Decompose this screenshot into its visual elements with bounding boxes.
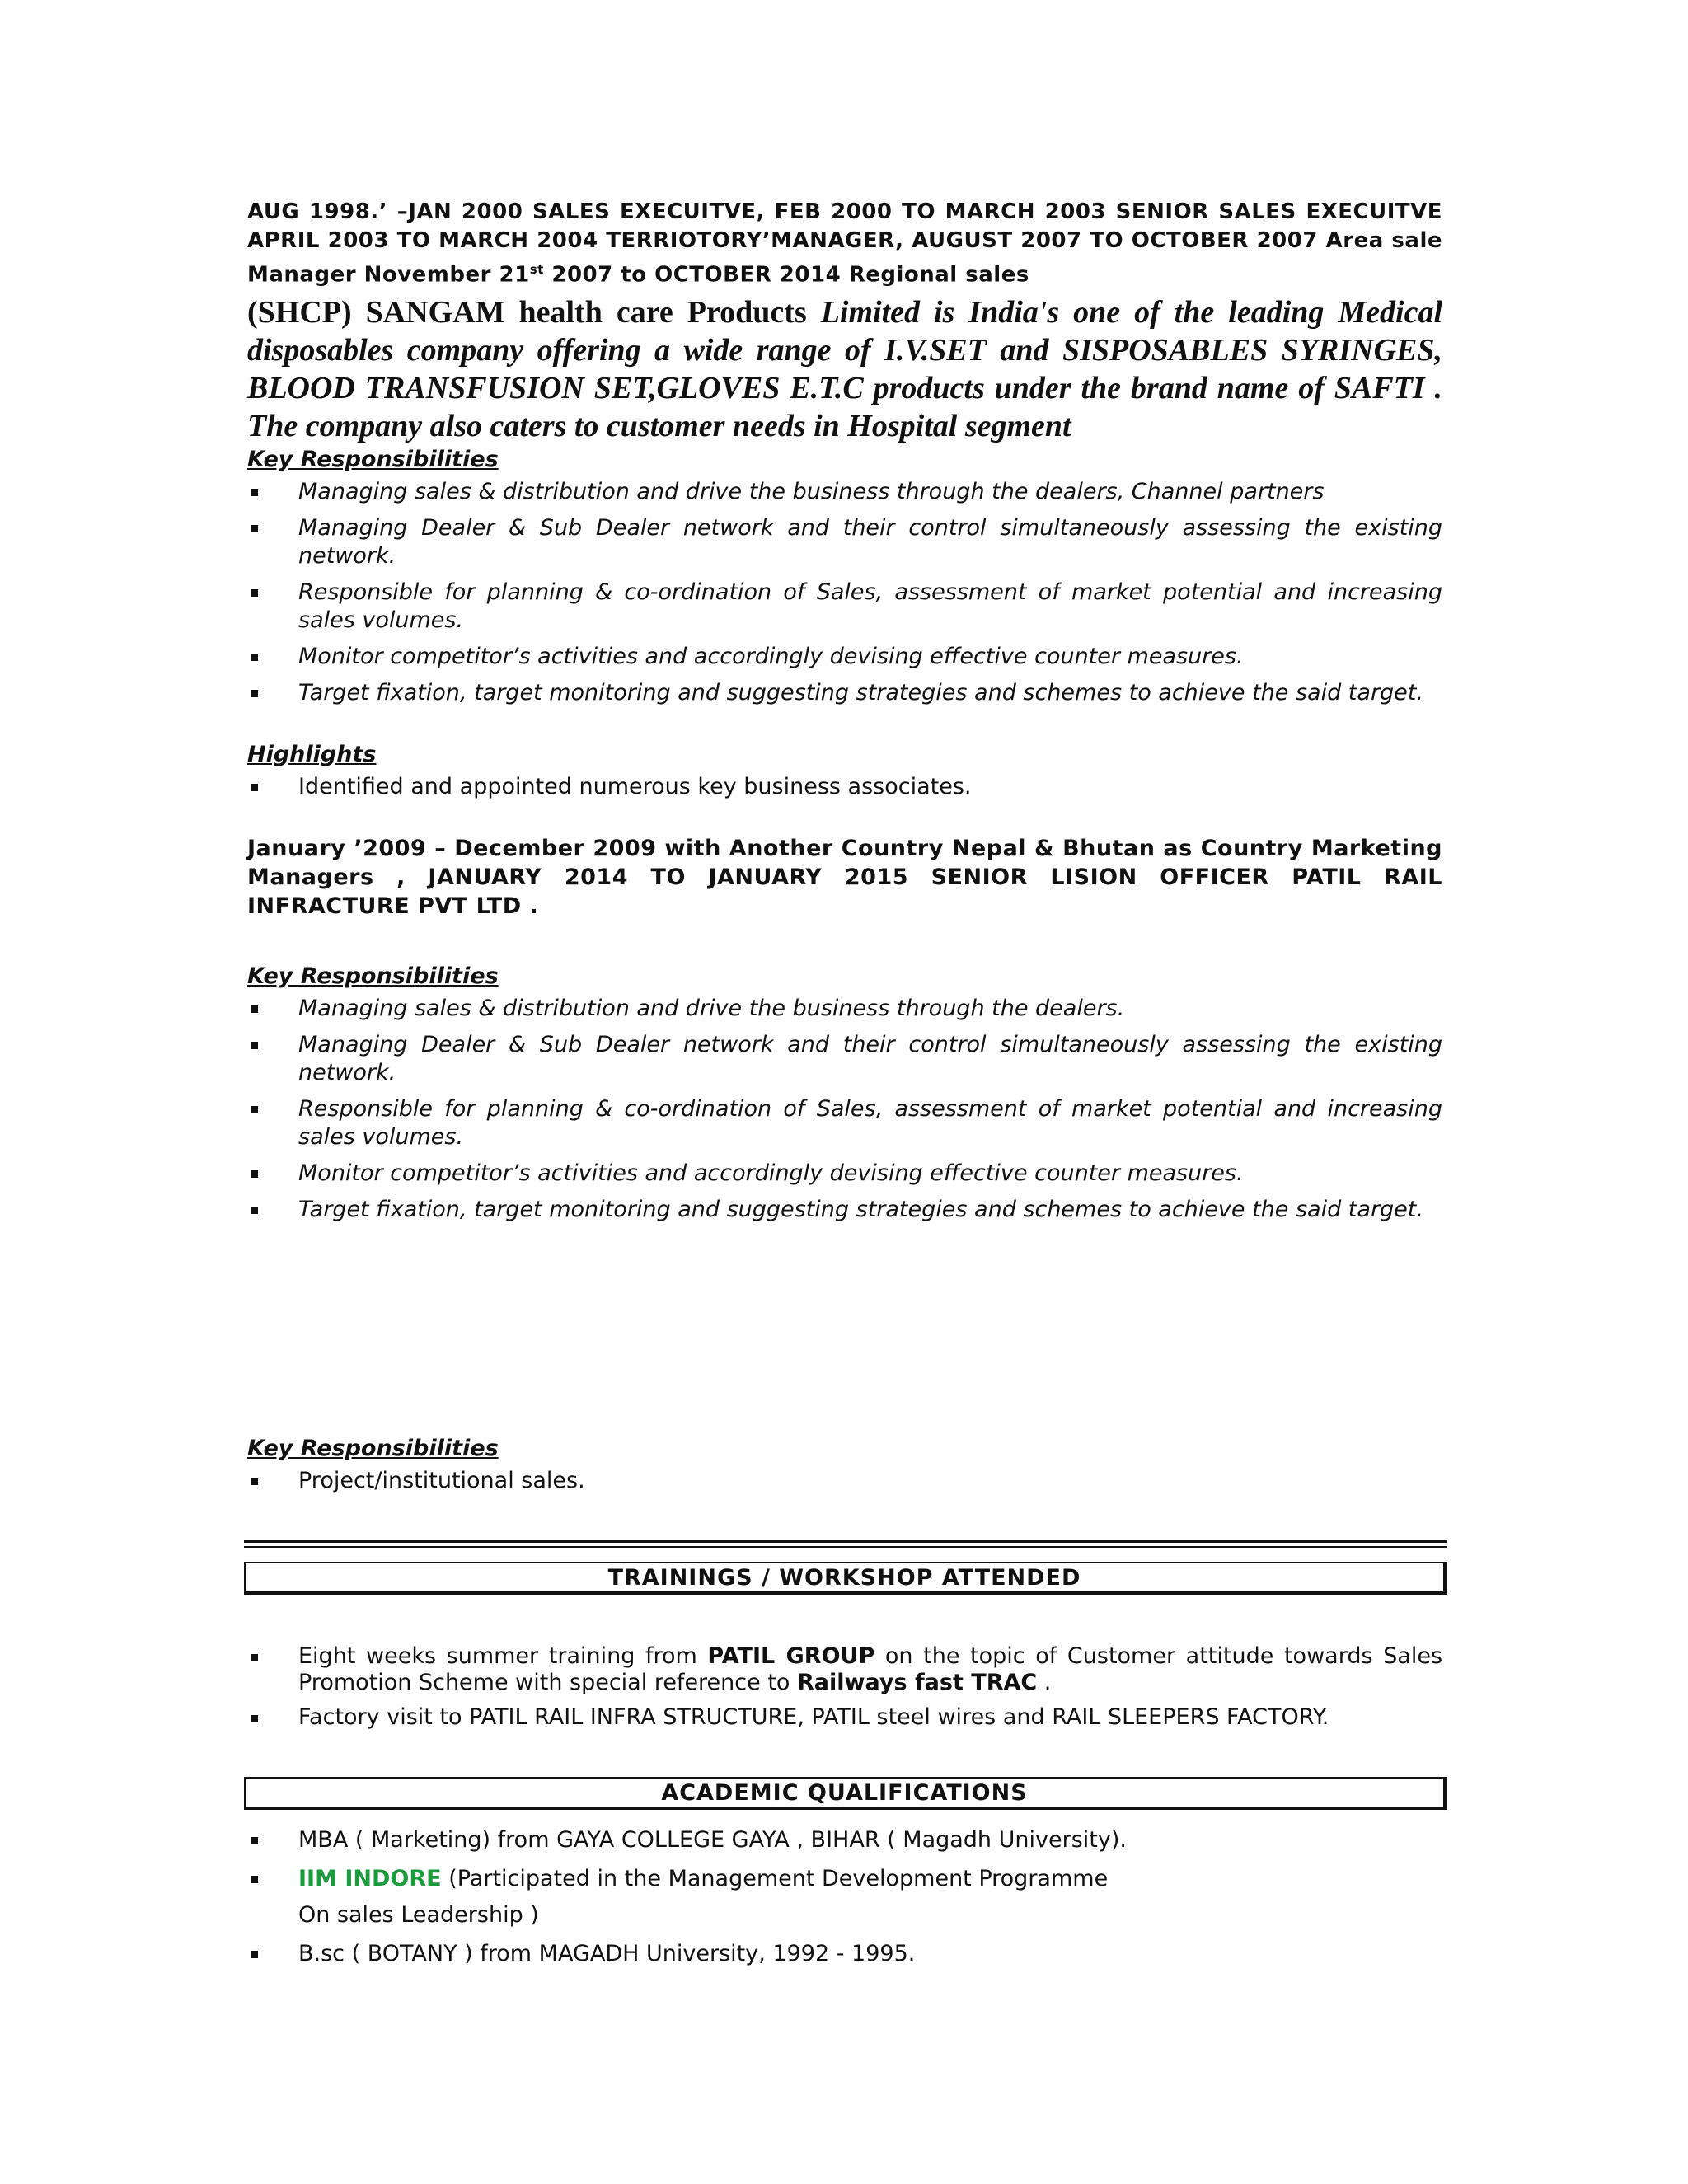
list-item <box>247 1467 1442 1495</box>
bullet-icon <box>251 1005 258 1013</box>
list-item <box>247 514 1442 570</box>
bullet-icon <box>251 1876 258 1883</box>
bullet-icon <box>251 784 258 791</box>
org-name: PATIL GROUP <box>707 1643 875 1669</box>
bullet-icon <box>251 1951 258 1958</box>
bullet-icon <box>251 1654 258 1661</box>
list-item <box>247 1826 1442 1854</box>
academic-list <box>247 1826 1442 1968</box>
list-item-text: Responsible for planning & co-ordination of Sales, assessment of market potential and increasing sales volumes. <box>298 579 1442 633</box>
resume-page <box>247 198 1442 1232</box>
header-superscript: st <box>529 262 544 277</box>
list-item-text: Identified and appointed numerous key business associates. <box>298 773 972 799</box>
list-item <box>247 773 1442 801</box>
key-responsibilities-list <box>247 478 1442 707</box>
list-item-text: Monitor competitor’s activities and accordingly devising effective counter measures. <box>298 1160 1244 1186</box>
institute-name: IIM INDORE <box>298 1866 442 1891</box>
list-item <box>247 1643 1442 1696</box>
bullet-icon <box>251 1478 258 1485</box>
list-item <box>247 1704 1442 1731</box>
list-item-text: Managing Dealer & Sub Dealer network and their control simultaneously assessing the existing network. <box>298 514 1442 569</box>
bullet-icon <box>251 1837 258 1844</box>
bullet-icon <box>251 1715 258 1722</box>
trainings-list <box>247 1643 1442 1731</box>
list-item-text: (Participated in the Management Development Programme <box>441 1866 1109 1891</box>
list-item <box>247 1196 1442 1224</box>
list-item <box>247 478 1442 506</box>
text-segment: . <box>1037 1670 1052 1695</box>
bullet-icon <box>251 489 258 496</box>
list-item-text: Managing sales & distribution and drive the business through the dealers. <box>298 995 1125 1021</box>
list-item <box>247 579 1442 635</box>
bullet-icon <box>251 1106 258 1113</box>
list-item-text: MBA ( Marketing) from GAYA COLLEGE GAYA , BIHAR ( Magadh University). <box>298 1827 1127 1853</box>
job2-header: January ’2009 – December 2009 with Another Country Nepal & Bhutan as Country Marketing Managers , JANUARY 2014 TO JANUARY 2015 SENIOR LISION OFFICER PATIL RAIL INFRACTURE PVT LTD . <box>247 835 1442 919</box>
section-title-key-responsibilities: Key Responsibilities <box>247 446 499 472</box>
list-item-text: Factory visit to PATIL RAIL INFRA STRUCTURE, PATIL steel wires and RAIL SLEEPERS FACTORY. <box>298 1704 1329 1730</box>
employment-history-header <box>247 198 1442 290</box>
list-item-text: Managing Dealer & Sub Dealer network and their control simultaneously assessing the existing network. <box>298 1031 1442 1085</box>
trainings-block <box>247 1640 1442 1739</box>
key-responsibilities-list-3 <box>247 1467 1442 1495</box>
key-responsibilities-3-block <box>247 1434 1442 1503</box>
list-item-text: Target fixation, target monitoring and suggesting strategies and schemes to achieve the said target. <box>298 1196 1423 1222</box>
list-item <box>247 1095 1442 1151</box>
list-item-text-line2: On sales Leadership ) <box>298 1902 539 1928</box>
list-item-text: Responsible for planning & co-ordination of Sales, assessment of market potential and increasing sales volumes. <box>298 1095 1442 1150</box>
text-segment: on the topic of Customer attitude towards Sales Promotion Scheme with special reference to <box>298 1643 1443 1695</box>
key-responsibilities-list-2 <box>247 995 1442 1224</box>
highlights-list <box>247 773 1442 801</box>
list-item <box>247 995 1442 1023</box>
list-item <box>247 643 1442 671</box>
company-description: Limited is India's one of the leading Medical disposables company offering a wide range of I.V.SET and SISPOSABLES SYRINGES, BLOOD TRANSFUSION SET,GLOVES E.T.C products under the brand name of SAFTI . The company also caters to customer needs in Hospital segment <box>247 294 1443 443</box>
section-divider <box>244 1540 1447 1548</box>
bullet-icon <box>251 1042 258 1049</box>
academic-title: ACADEMIC QUALIFICATIONS <box>661 1780 1028 1806</box>
list-item-text: Target fixation, target monitoring and suggesting strategies and schemes to achieve the said target. <box>298 679 1423 705</box>
bullet-icon <box>251 525 258 532</box>
list-item-text: Managing sales & distribution and drive the business through the dealers, Channel partners <box>298 478 1325 504</box>
academic-block <box>247 1823 1442 1976</box>
bullet-icon <box>251 1170 258 1178</box>
reference-name: Railways fast TRAC <box>797 1670 1038 1695</box>
header-text-part1: AUG 1998.’ –JAN 2000 SALES EXECUITVE, FEB 2000 TO MARCH 2003 SENIOR SALES EXECUITVE APRIL 2003 TO MARCH 2004 TERRIOTORY’MANAGER, AUGUST 2007 TO OCTOBER 2007 Area sale Manager November 21 <box>247 199 1442 288</box>
list-item <box>247 1031 1442 1087</box>
section-title-key-responsibilities-3: Key Responsibilities <box>247 1436 499 1461</box>
trainings-section-header <box>244 1562 1447 1595</box>
bullet-icon <box>251 690 258 697</box>
list-item <box>247 1940 1442 1968</box>
list-item <box>247 1861 1442 1933</box>
list-item-text: Monitor competitor’s activities and accordingly devising effective counter measures. <box>298 643 1244 669</box>
list-item-text <box>298 1643 1442 1696</box>
bullet-icon <box>251 589 258 597</box>
company-intro <box>247 293 1442 445</box>
bullet-icon <box>251 1207 258 1214</box>
bullet-icon <box>251 654 258 661</box>
academic-section-header <box>244 1777 1447 1810</box>
list-item <box>247 1160 1442 1188</box>
list-item-text: B.sc ( BOTANY ) from MAGADH University, 1992 - 1995. <box>298 1941 916 1966</box>
section-title-highlights: Highlights <box>247 741 377 767</box>
list-item-text: Project/institutional sales. <box>298 1468 585 1493</box>
text-segment: Eight weeks summer training from <box>298 1643 708 1669</box>
company-name: (SHCP) SANGAM health care Products <box>247 294 821 330</box>
trainings-title: TRAININGS / WORKSHOP ATTENDED <box>607 1565 1081 1591</box>
header-text-part2: 2007 to OCTOBER 2014 Regional sales <box>543 262 1029 288</box>
list-item <box>247 679 1442 707</box>
section-title-key-responsibilities-2: Key Responsibilities <box>247 963 499 989</box>
